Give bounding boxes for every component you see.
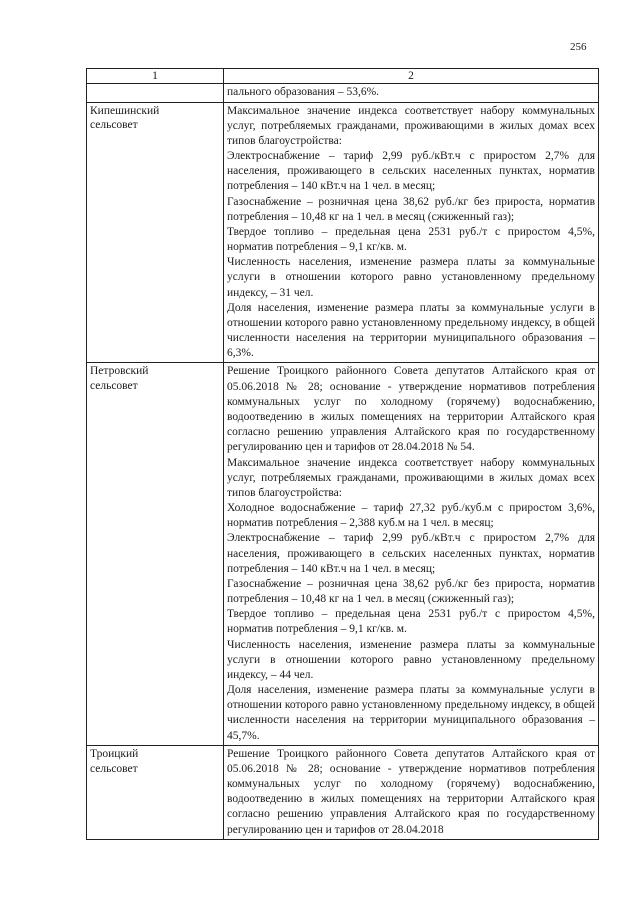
description-cell: [224, 745, 599, 839]
description-paragraph: Электроснабжение – тариф 2,99 руб./кВт.ч с приростом 2,7% для населения, проживающего в сельских населенных пунктах, норматив потребления – 140 кВт.ч на 1 чел. в месяц;: [227, 532, 595, 575]
municipality-name-line: сельсовет: [90, 762, 138, 775]
description-paragraph: Электроснабжение – тариф 2,99 руб./кВт.ч с приростом 2,7% для населения, проживающего в сельских населенных пунктах, норматив потребления – 140 кВт.ч на 1 чел. в месяц;: [227, 150, 595, 193]
table-body: [87, 84, 599, 839]
description-paragraph: Максимальное значение индекса соответствует набору коммунальных услуг, потребляемых гражданами, проживающими в жилых домах всех типов благоустройства:: [227, 104, 595, 147]
description-paragraph: Твердое топливо – предельная цена 2531 руб./т с приростом 4,5%, норматив потребления – 9,1 кг/кв. м.: [227, 225, 595, 254]
municipality-name-line: Петровский: [90, 365, 149, 378]
column-header-1: 1: [87, 69, 224, 84]
description-paragraph: пального образования – 53,6%.: [227, 86, 380, 99]
table-row: [87, 84, 599, 102]
table-header-row: [87, 69, 599, 84]
description-paragraph: Численность населения, изменение размера платы за коммунальные услуги в отношении которого равно установленному предельному индексу, – 44 чел.: [227, 638, 595, 681]
description-cell: [224, 102, 599, 363]
description-cell: [224, 84, 599, 102]
description-paragraph: Численность населения, изменение размера платы за коммунальные услуги в отношении которого равно установленному предельному индексу, – 31 чел.: [227, 256, 595, 299]
table-row: [87, 102, 599, 363]
municipality-name-line: сельсовет: [90, 119, 138, 132]
description-paragraph: Газоснабжение – розничная цена 38,62 руб./кг без прироста, норматив потребления – 10,48 кг на 1 чел. в месяц (сжиженный газ);: [227, 577, 595, 606]
municipality-name-line: сельсовет: [90, 380, 138, 393]
municipality-cell: [87, 84, 224, 102]
description-cell: [224, 363, 599, 745]
municipality-name-line: Троицкий: [90, 747, 139, 760]
description-paragraph: Решение Троицкого районного Совета депутатов Алтайского края от 05.06.2018 № 28; основание - утверждение нормативов потребления коммунальных услуг по холодному (горячему) водоснабжению, водоотведению в жилых помещениях на территории Алтайского края согласно решению управления Алтайского края по государственному регулированию цен и тарифов от 28.04.2018 № 54.: [227, 365, 595, 454]
table-row: [87, 745, 599, 839]
description-paragraph: Доля населения, изменение размера платы за коммунальные услуги в отношении которого равно установленному предельному индексу, в общей численности населения на территории муниципального образования – 6,3%.: [227, 301, 595, 360]
column-header-2: 2: [224, 69, 599, 84]
municipality-cell: [87, 745, 224, 839]
municipality-cell: [87, 363, 224, 745]
page-number: 256: [570, 41, 587, 53]
description-paragraph: Решение Троицкого районного Совета депутатов Алтайского края от 05.06.2018 № 28; основание - утверждение нормативов потребления коммунальных услуг по холодному (горячему) водоснабжению, водоотведению в жилых помещениях на территории Алтайского края согласно решению управления Алтайского края по государственному регулированию цен и тарифов от 28.04.2018: [227, 747, 595, 836]
description-paragraph: Максимальное значение индекса соответствует набору коммунальных услуг, потребляемых гражданами, проживающими в жилых домах всех типов благоустройства:: [227, 456, 595, 499]
description-paragraph: Холодное водоснабжение – тариф 27,32 руб./куб.м с приростом 3,6%, норматив потребления – 2,388 куб.м на 1 чел. в месяц;: [227, 502, 595, 530]
municipality-name-line: Кипешинский: [90, 104, 160, 117]
description-paragraph: Твердое топливо – предельная цена 2531 руб./т с приростом 4,5%, норматив потребления – 9,1 кг/кв. м.: [227, 608, 595, 636]
table-row: [87, 363, 599, 745]
description-paragraph: Доля населения, изменение размера платы за коммунальные услуги в отношении которого равно установленному предельному индексу, в общей численности населения на территории муниципального образования – 45,7%.: [227, 684, 595, 742]
description-paragraph: Газоснабжение – розничная цена 38,62 руб./кг без прироста, норматив потребления – 10,48 кг на 1 чел. в месяц (сжиженный газ);: [227, 195, 595, 223]
tariff-table: [86, 68, 599, 840]
municipality-cell: [87, 102, 224, 363]
